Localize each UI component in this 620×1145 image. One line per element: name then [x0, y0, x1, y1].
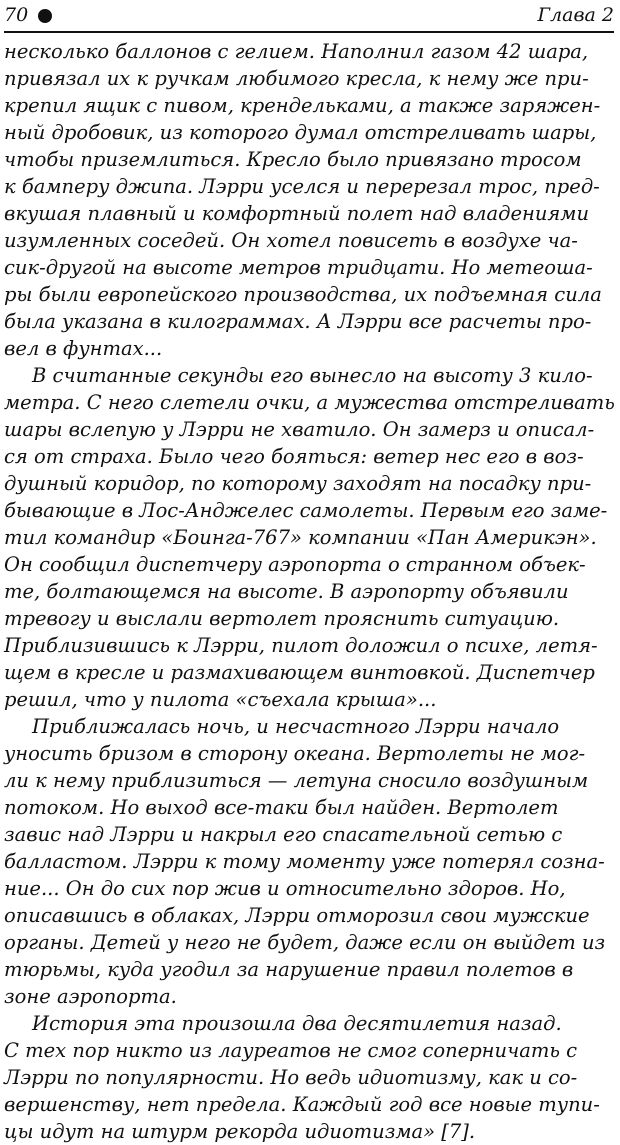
text-line: Лэрри по популярности. Но ведь идиотизму, как и со-: [4, 1066, 578, 1089]
text-line: вершенству, нет предела. Каждый год все новые тупи-: [4, 1093, 600, 1116]
text-line: вел в фунтах...: [4, 337, 163, 360]
text-line: Приблизившись к Лэрри, пилот доложил о психе, летя-: [4, 634, 598, 657]
text-line: сик-другой на высоте метров тридцати. Но метеоша-: [4, 256, 593, 279]
text-line: вкушая плавный и комфортный полет над владениями: [4, 202, 590, 225]
text-line: тревогу и выслали вертолет прояснить ситуацию.: [4, 607, 560, 630]
text-line: решил, что у пилота «съехала крыша»...: [4, 688, 437, 711]
text-line: описавшись в облаках, Лэрри отморозил свои мужские: [4, 904, 590, 927]
paragraph-start-line: История эта произошла два десятилетия назад.: [32, 1012, 562, 1035]
text-line: ный дробовик, из которого думал отстреливать шары,: [4, 121, 597, 144]
text-line: ли к нему приблизиться — летуна сносило воздушным: [4, 769, 589, 792]
text-line: потоком. Но выход все-таки был найден. Вертолет: [4, 796, 559, 819]
text-line: щем в кресле и размахивающем винтовкой. Диспетчер: [4, 661, 595, 684]
chapter-title: Глава 2: [537, 4, 614, 26]
text-line: Он сообщил диспетчеру аэропорта о странном объек-: [4, 553, 586, 576]
text-line: ры были европейского производства, их подъемная сила: [4, 283, 602, 306]
text-line: душный коридор, по которому заходят на посадку при-: [4, 472, 592, 495]
text-line: цы идут на штурм рекорда идиотизма» [7].: [4, 1120, 476, 1143]
body-text: [4, 38, 616, 1145]
bullet-icon: [38, 9, 52, 23]
text-line: чтобы приземлиться. Кресло было привязано тросом: [4, 148, 582, 171]
text-line: органы. Детей у него не будет, даже если он выйдет из: [4, 931, 606, 954]
text-line: шары вслепую у Лэрри не хватило. Он замерз и описал-: [4, 418, 595, 441]
text-line: к бамперу джипа. Лэрри уселся и перерезал трос, пред-: [4, 175, 600, 198]
text-line: несколько баллонов с гелием. Наполнил газом 42 шара,: [4, 40, 589, 63]
running-header: [4, 0, 614, 34]
paragraph-start-line: В считанные секунды его вынесло на высоту 3 кило-: [32, 364, 593, 387]
text-line: привязал их к ручкам любимого кресла, к нему же при-: [4, 67, 589, 90]
text-line: бывающие в Лос-Анджелес самолеты. Первым его заме-: [4, 499, 608, 522]
text-line: С тех пор никто из лауреатов не смог соперничать с: [4, 1039, 578, 1062]
header-rule: [4, 31, 614, 33]
text-line: ся от страха. Было чего бояться: ветер нес его в воз-: [4, 445, 584, 468]
text-line: ние... Он до сих пор жив и относительно здоров. Но,: [4, 877, 566, 900]
text-line: уносить бризом в сторону океана. Вертолеты не мог-: [4, 742, 586, 765]
text-line: тил командир «Боинга-767» компании «Пан Америкэн».: [4, 526, 597, 549]
text-line: тюрьмы, куда угодил за нарушение правил полетов в: [4, 958, 574, 981]
text-line: завис над Лэрри и накрыл его спасательной сетью с: [4, 823, 563, 846]
paragraph-start-line: Приближалась ночь, и несчастного Лэрри начало: [32, 715, 560, 738]
text-line: те, болтающемся на высоте. В аэропорту объявили: [4, 580, 569, 603]
text-line: изумленных соседей. Он хотел повисеть в воздухе ча-: [4, 229, 578, 252]
text-line: была указана в килограммах. А Лэрри все расчеты про-: [4, 310, 592, 333]
text-line: метра. С него слетели очки, а мужества отстреливать: [4, 391, 615, 414]
text-line: балластом. Лэрри к тому моменту уже потерял созна-: [4, 850, 605, 873]
text-line: зоне аэропорта.: [4, 985, 177, 1008]
page-number: 70: [4, 4, 29, 26]
text-line: крепил ящик с пивом, крендельками, а также заряжен-: [4, 94, 601, 117]
